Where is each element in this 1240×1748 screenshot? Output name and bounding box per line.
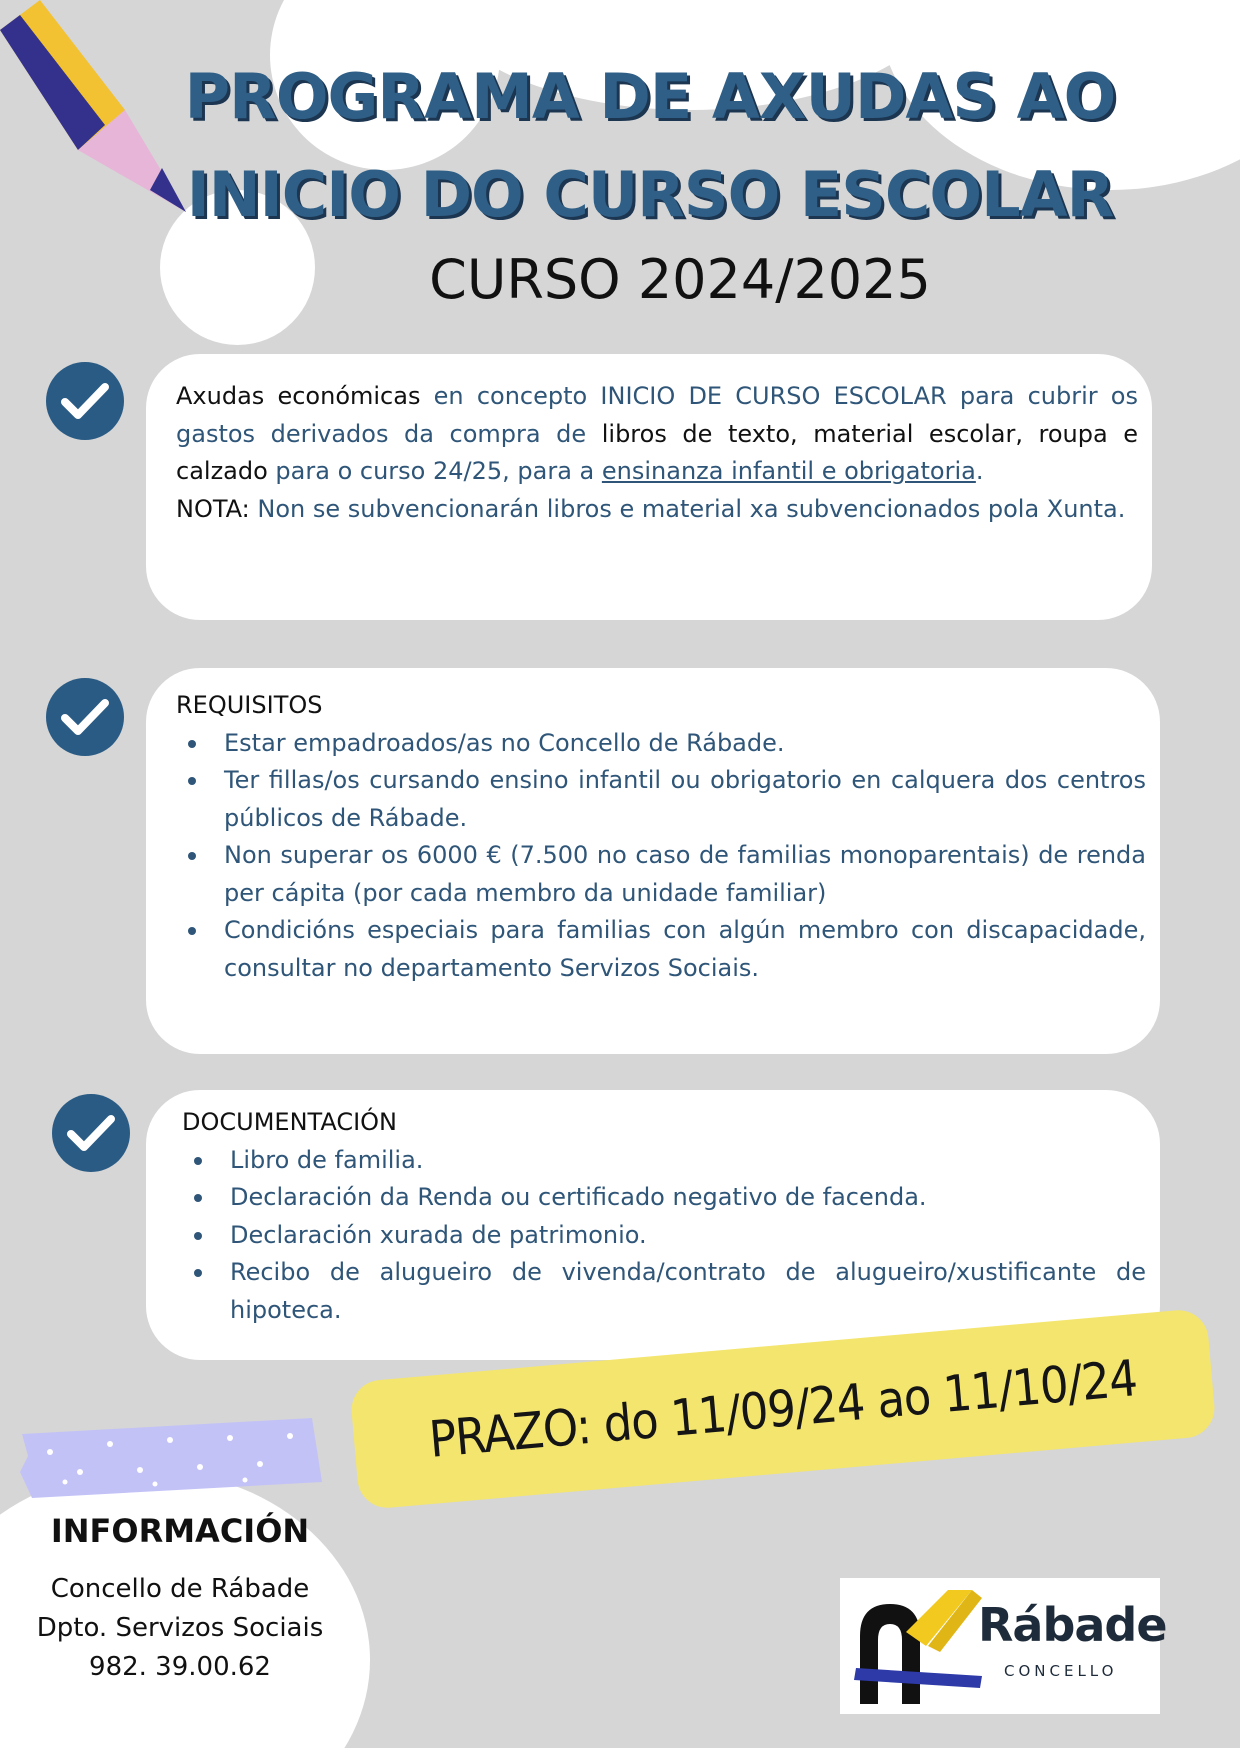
- list-item: Ter fillas/os cursando ensino infantil ou obrigatorio en calquera dos centros públicos de Rábade.: [176, 762, 1146, 837]
- list-item: Libro de familia.: [182, 1142, 1146, 1180]
- logo-sub: CONCELLO: [1004, 1662, 1118, 1680]
- nota-paragraph: NOTA: Non se subvencionarán libros e material xa subvencionados pola Xunta.: [176, 494, 1126, 523]
- page-title-line1: PROGRAMA DE AXUDAS AO: [184, 60, 1116, 133]
- prazo-text: PRAZO: do 11/09/24 ao 11/10/24: [426, 1349, 1140, 1469]
- requisitos-card: [146, 668, 1160, 1054]
- checkmark-icon: [46, 678, 124, 756]
- info-line: Concello de Rábade: [50, 1574, 310, 1604]
- logo-name: Rábade: [978, 1598, 1167, 1652]
- info-line: Dpto. Servizos Sociais: [36, 1613, 324, 1643]
- list-item: Estar empadroados/as no Concello de Rábade.: [176, 725, 1146, 763]
- list-item: Declaración xurada de patrimonio.: [182, 1217, 1146, 1255]
- requisitos-list: [176, 725, 1146, 988]
- checkmark-icon: [52, 1094, 130, 1172]
- documentacion-heading: DOCUMENTACIÓN: [182, 1108, 397, 1136]
- list-item: Condicións especiais para familias con algún membro con discapacidade, consultar no departamento Servizos Sociais.: [176, 912, 1146, 987]
- washi-tape: [10, 1412, 325, 1502]
- intro-card: [146, 354, 1152, 620]
- info-phone: 982. 39.00.62: [89, 1652, 271, 1682]
- rabade-logo-mark: [850, 1584, 990, 1710]
- info-title: INFORMACIÓN: [50, 1512, 310, 1550]
- page-subtitle: CURSO 2024/2025: [429, 248, 931, 311]
- page-title-line2: INICIO DO CURSO ESCOLAR: [186, 158, 1114, 231]
- list-item: Declaración da Renda ou certificado negativo de facenda.: [182, 1179, 1146, 1217]
- requisitos-heading: REQUISITOS: [176, 691, 323, 719]
- rabade-logo: [840, 1578, 1167, 1714]
- documentacion-list: [182, 1142, 1146, 1330]
- list-item: Non superar os 6000 € (7.500 no caso de familias monoparentais) de renda per cápita (por cada membro da unidade familiar): [176, 837, 1146, 912]
- intro-paragraph: Axudas económicas en concepto INICIO DE CURSO ESCOLAR para cubrir os gastos derivados da compra de libros de texto, material escolar, roupa e calzado para o curso 24/25, para a ensinanza infantil e obrigatoria.: [176, 382, 1139, 485]
- checkmark-icon: [46, 362, 124, 440]
- documentacion-card: [146, 1090, 1160, 1360]
- list-item: Recibo de alugueiro de vivenda/contrato de alugueiro/xustificante de hipoteca.: [182, 1254, 1146, 1329]
